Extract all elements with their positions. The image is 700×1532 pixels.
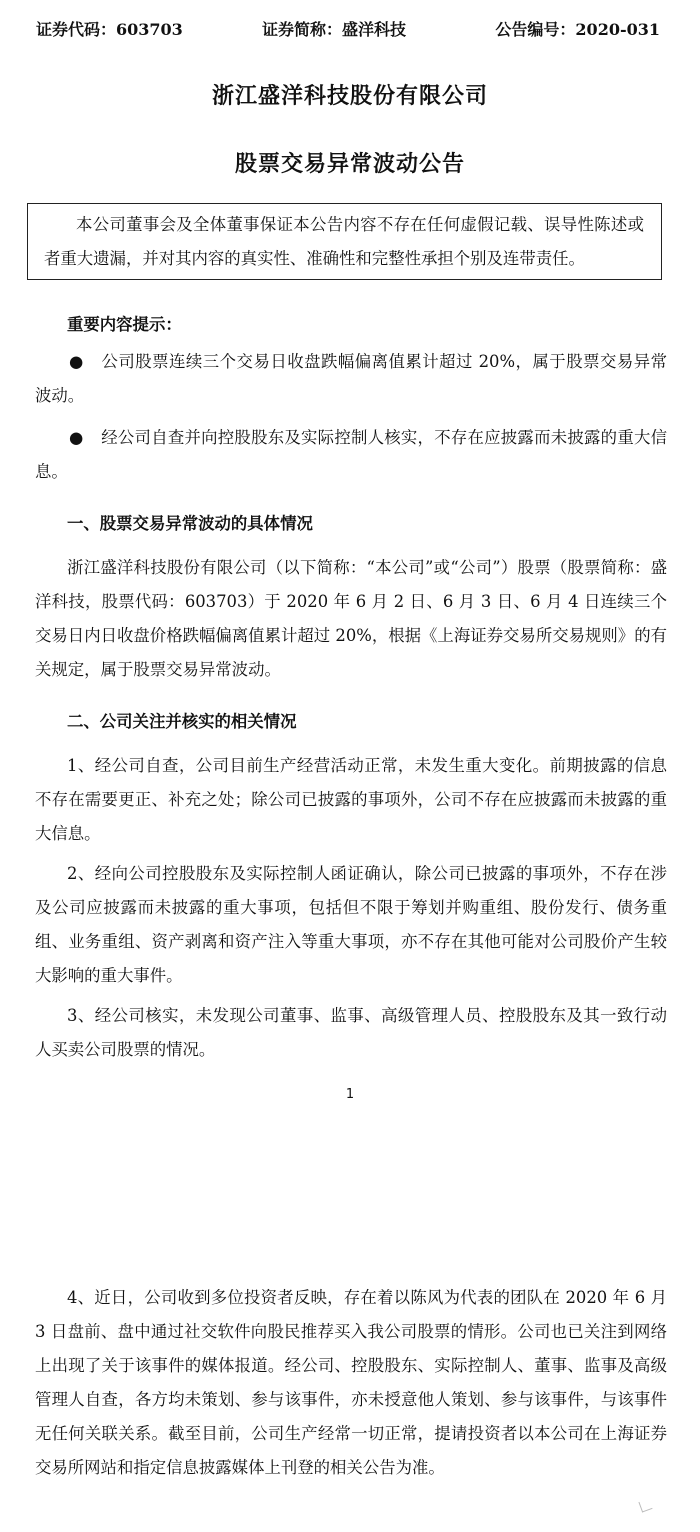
section2-item-1: 1、经公司自查，公司目前生产经营活动正常，未发生重大变化。前期披露的信息不存在需要更正、补充之处；除公司已披露的事项外，公司不存在应披露而未披露的重大信息。 [35,756,667,843]
board-guarantee-notice [27,203,662,280]
key-point-item [35,345,667,413]
company-title: 浙江盛洋科技股份有限公司 [211,83,488,109]
key-point-text: 经公司自查并向控股股东及实际控制人核实，不存在应披露而未披露的重大信息。 [35,428,667,481]
section1-body: 浙江盛洋科技股份有限公司（以下简称：“本公司”或“公司”）股票（股票简称：盛洋科技，股票代码：603703）于 2020 年 6 月 2 日、6 月 3 日、6 月 4 日连续三个交易日内日收盘价格跌幅偏离值累计超过 20%，根据《上海证券交易所交易规则》的有关规定，属于股票交易异常波动。 [35,558,667,679]
section2-item-3: 3、经公司核实，未发现公司董事、监事、高级管理人员、控股股东及其一致行动人买卖公司股票的情况。 [35,1006,667,1059]
section2-item-2: 2、经向公司控股股东及实际控制人函证确认，除公司已披露的事项外，不存在涉及公司应披露而未披露的重大事项，包括但不限于筹划并购重组、股份发行、债务重组、业务重组、资产剥离和资产注入等重大事项，亦不存在其他可能对公司股价产生较大影响的重大事件。 [35,864,667,985]
section2-heading: 二、公司关注并核实的相关情况 [67,712,297,731]
corner-mark-icon [638,1498,652,1512]
bullet-icon: ● [69,352,84,371]
page-number: 1 [345,1087,355,1102]
security-short-name: 证券简称：盛洋科技 [262,20,407,39]
announcement-number: 公告编号：2020-031 [495,20,660,39]
announcement-title: 股票交易异常波动公告 [234,151,465,177]
security-code: 证券代码：603703 [36,20,183,39]
board-guarantee-text: 本公司董事会及全体董事保证本公告内容不存在任何虚假记载、误导性陈述或者重大遗漏，并对其内容的真实性、准确性和完整性承担个别及连带责任。 [44,215,644,268]
bullet-icon: ● [69,428,84,447]
key-points-heading: 重要内容提示： [67,315,182,334]
section1-heading: 一、股票交易异常波动的具体情况 [67,514,313,533]
key-point-item [35,421,667,489]
key-point-text: 公司股票连续三个交易日收盘跌幅偏离值累计超过 20%，属于股票交易异常波动。 [35,352,667,405]
section2-item-4: 4、近日，公司收到多位投资者反映，存在着以陈风为代表的团队在 2020 年 6 月 3 日盘前、盘中通过社交软件向股民推荐买入我公司股票的情形。公司也已关注到网络上出现了关于该事件的媒体报道。经公司、控股股东、实际控制人、董事、监事及高级管理人自查，各方均未策划、参与该事件，亦未授意他人策划、参与该事件，与该事件无任何关联关系。截至目前，公司生产经常一切正常，提请投资者以本公司在上海证券交易所网站和指定信息披露媒体上刊登的相关公告为准。 [35,1288,667,1477]
